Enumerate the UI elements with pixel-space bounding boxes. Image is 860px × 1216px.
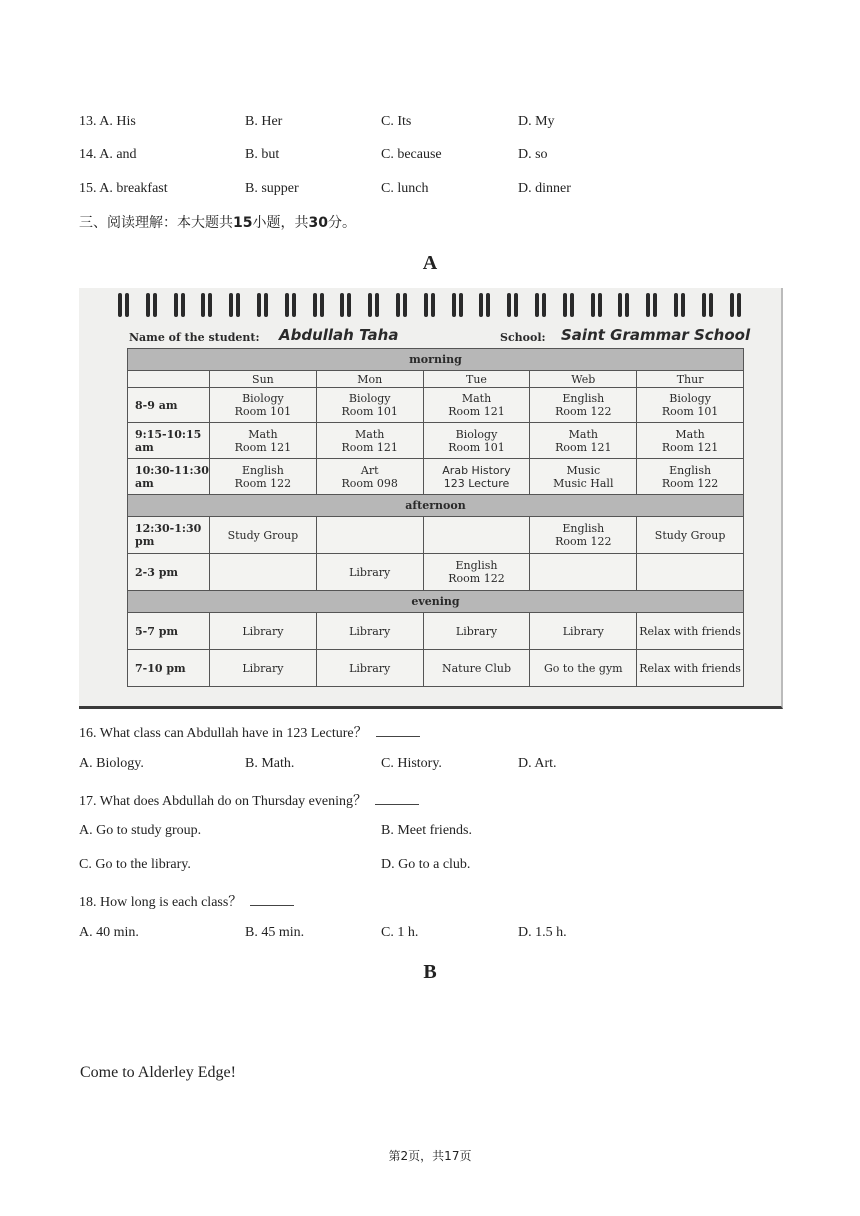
cell-text: Room 098 [341, 476, 398, 490]
option-b: B. 45 min. [245, 925, 305, 940]
cell-text: English [455, 559, 498, 572]
cell-text: Math [461, 392, 492, 405]
timetable-cell [423, 388, 530, 423]
timetable-cell [210, 388, 317, 423]
timetable-cell [316, 423, 423, 459]
timetable-cell [530, 388, 637, 423]
timetable-image [79, 288, 783, 709]
option-c: C. lunch [381, 181, 429, 196]
option-d: D. Go to a club. [381, 857, 471, 872]
band-morning: morning [128, 349, 744, 371]
timetable-cell [423, 423, 530, 459]
part-a-title: A [422, 252, 438, 274]
cell-text: Biology [348, 392, 391, 405]
time-slot: 2-3 pm [128, 554, 210, 591]
table-row [128, 517, 744, 554]
passage-intro: Come to Alderley Edge! [80, 1064, 236, 1081]
option-a: 14. A. and [79, 147, 137, 162]
cell-text: Room 121 [661, 440, 719, 454]
option-c: C. because [381, 147, 442, 162]
time-slot: 10:30-11:30 am [128, 459, 210, 495]
cell-text: Room 101 [661, 405, 719, 418]
time-slot: 12:30-1:30 pm [128, 517, 210, 554]
student-name: Abdullah Taha [279, 326, 399, 344]
day-header: Web [530, 371, 637, 388]
cell-text: Go to the gym [543, 661, 623, 675]
cell-text: Biology [242, 392, 284, 405]
cell-text: Room 121 [555, 440, 612, 454]
heading-text: 分。 [327, 215, 356, 231]
timetable-cell [316, 650, 423, 687]
cell-text: Math [355, 427, 385, 441]
option-d: D. 1.5 h. [518, 925, 567, 940]
ring-icon [228, 293, 242, 319]
cell-text: English [562, 392, 605, 405]
option-b: B. Math. [245, 756, 295, 771]
option-b: B. supper [245, 181, 299, 196]
timetable-cell [530, 650, 637, 687]
option-d: D. Art. [518, 756, 557, 771]
heading-text: 小题，共 [252, 215, 309, 231]
day-header: Mon [316, 371, 423, 388]
spiral-binding [117, 293, 757, 319]
corner-cell [128, 371, 210, 388]
ring-icon [256, 293, 270, 319]
ring-icon [562, 293, 576, 319]
timetable-cell [210, 423, 317, 459]
option-c: C. 1 h. [381, 925, 419, 940]
option-d: D. so [518, 147, 548, 162]
timetable-cell [316, 388, 423, 423]
cell-text: Room 122 [555, 405, 612, 418]
timetable-cell [423, 517, 530, 554]
timetable-cell [530, 423, 637, 459]
timetable-cell [637, 388, 744, 423]
cell-text: Room 122 [555, 535, 612, 548]
option-a: A. Biology. [79, 756, 144, 771]
page-footer: 第2页，共17页 [388, 1149, 472, 1163]
cell-text: Room 121 [341, 440, 398, 454]
table-row [128, 423, 744, 459]
heading-score: 30 [308, 215, 328, 231]
cell-text: Study Group [227, 528, 299, 542]
cell-text: Study Group [654, 528, 726, 542]
timetable-cell [423, 613, 530, 650]
cell-text: Library [242, 624, 284, 638]
cell-text: Room 121 [234, 440, 292, 454]
ring-icon [451, 293, 465, 319]
cell-text: Room 122 [448, 572, 505, 585]
ring-icon [478, 293, 492, 319]
cell-text: Library [455, 624, 498, 638]
answer-blank [375, 790, 419, 805]
day-header: Tue [423, 371, 530, 388]
timetable-cell [637, 459, 744, 495]
timetable-cell [637, 613, 744, 650]
table-row [128, 388, 744, 423]
cell-text: English [669, 463, 712, 477]
timetable-cell [316, 554, 423, 591]
ring-icon [590, 293, 604, 319]
ring-icon [173, 293, 187, 319]
time-slot: 8-9 am [128, 388, 210, 423]
cell-text: Relax with friends [639, 661, 741, 675]
cell-text: English [562, 522, 605, 535]
time-slot: 7-10 pm [128, 650, 210, 687]
ring-icon [367, 293, 381, 319]
question-16 [79, 722, 420, 742]
cell-text: Biology [455, 427, 498, 441]
part-b-title: B [423, 961, 437, 983]
cell-text: Art [360, 463, 379, 477]
timetable-cell [210, 459, 317, 495]
cell-text: Math [248, 427, 278, 441]
option-d: D. dinner [518, 181, 571, 196]
day-header: Thur [637, 371, 744, 388]
cell-text: 123 Lecture [443, 476, 510, 490]
day-header-row [128, 371, 744, 388]
ring-icon [145, 293, 159, 319]
ring-icon [617, 293, 631, 319]
option-b: B. but [245, 147, 280, 162]
cell-text: Room 121 [448, 405, 505, 418]
option-c: C. Its [381, 114, 412, 129]
cell-text: Room 122 [661, 476, 719, 490]
timetable-cell [637, 423, 744, 459]
cell-text: English [241, 463, 284, 477]
timetable-cell [210, 517, 317, 554]
question-17 [79, 790, 419, 810]
heading-text: 三、阅读理解：本大题共 [79, 215, 233, 231]
timetable-cell [316, 517, 423, 554]
timetable-cell [637, 517, 744, 554]
timetable-cell [637, 554, 744, 591]
option-c: C. History. [381, 756, 442, 771]
student-label: Name of the student: [129, 331, 260, 344]
option-a: A. 40 min. [79, 925, 139, 940]
cell-text: Room 101 [234, 405, 292, 418]
option-b: B. Meet friends. [381, 823, 472, 838]
ring-icon [645, 293, 659, 319]
question-text: 18. How long is each class？ [79, 895, 243, 910]
ring-icon [312, 293, 326, 319]
option-c: C. Go to the library. [79, 857, 191, 872]
timetable-cell [423, 554, 530, 591]
cell-text: Music [566, 463, 601, 477]
timetable-cell [210, 554, 317, 591]
cell-text: Library [349, 624, 391, 638]
timetable-cell [530, 517, 637, 554]
cell-text: Library [349, 565, 391, 579]
timetable-cell [530, 613, 637, 650]
ring-icon [395, 293, 409, 319]
table-row [128, 459, 744, 495]
option-a: 15. A. breakfast [79, 181, 168, 196]
cell-text: Room 101 [341, 405, 398, 418]
cell-text: Library [562, 624, 604, 638]
cell-text: Library [349, 661, 391, 675]
school-name: Saint Grammar School [561, 326, 751, 344]
ring-icon [339, 293, 353, 319]
cell-text: Arab History [442, 463, 511, 477]
cell-text: Math [675, 427, 705, 441]
question-18 [79, 891, 294, 911]
timetable-cell [423, 459, 530, 495]
ring-icon [506, 293, 520, 319]
timetable-cell [210, 650, 317, 687]
cell-text: Relax with friends [639, 624, 741, 638]
ring-icon [284, 293, 298, 319]
day-header: Sun [210, 371, 317, 388]
timetable-cell [530, 554, 637, 591]
ring-icon [200, 293, 214, 319]
option-a: A. Go to study group. [79, 823, 202, 838]
band-evening: evening [128, 591, 744, 613]
time-slot: 9:15-10:15 am [128, 423, 210, 459]
cell-text: Room 101 [448, 440, 505, 454]
option-a: 13. A. His [79, 114, 136, 129]
timetable-cell [530, 459, 637, 495]
ring-icon [534, 293, 548, 319]
ring-icon [701, 293, 715, 319]
question-text: 16. What class can Abdullah have in 123 Lecture？ [79, 726, 368, 741]
school-label: School: [500, 331, 546, 344]
table-row [128, 613, 744, 650]
table-row [128, 650, 744, 687]
heading-count: 15 [233, 215, 253, 231]
option-d: D. My [518, 114, 555, 129]
time-slot: 5-7 pm [128, 613, 210, 650]
timetable-cell [316, 459, 423, 495]
timetable-cell [210, 613, 317, 650]
band-afternoon: afternoon [128, 495, 744, 517]
timetable-cell [423, 650, 530, 687]
answer-blank [376, 722, 420, 737]
cell-text: Math [568, 427, 598, 441]
cell-text: Library [242, 661, 284, 675]
ring-icon [673, 293, 687, 319]
cell-text: Nature Club [441, 661, 511, 675]
table-row [128, 554, 744, 591]
ring-icon [423, 293, 437, 319]
cell-text: Music Hall [553, 476, 614, 490]
timetable-cell [637, 650, 744, 687]
cell-text: Biology [669, 392, 711, 405]
cell-text: Room 122 [234, 476, 292, 490]
section-heading [79, 212, 356, 232]
ring-icon [729, 293, 743, 319]
timetable-cell [316, 613, 423, 650]
ring-icon [117, 293, 131, 319]
answer-blank [250, 891, 294, 906]
option-b: B. Her [245, 114, 283, 129]
question-text: 17. What does Abdullah do on Thursday evening？ [79, 794, 367, 809]
timetable [127, 348, 744, 687]
